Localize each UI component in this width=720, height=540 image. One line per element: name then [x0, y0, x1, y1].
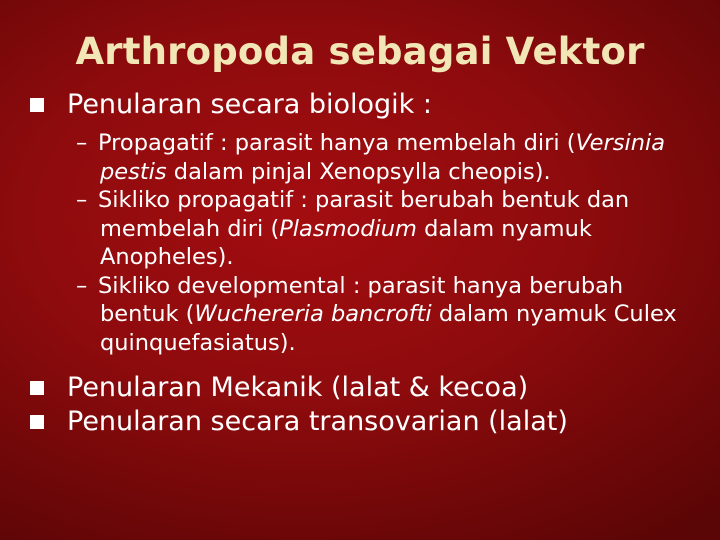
sub-item-text-end: dalam nyamuk Culex quinquefasiatus). — [100, 301, 677, 356]
sub-item-text: Sikliko propagatif : parasit berubah bentuk dan membelah diri ( — [98, 187, 630, 242]
species-name: Plasmodium — [279, 215, 417, 242]
sub-item — [28, 186, 700, 272]
bullet-text: Penularan secara biologik : — [67, 89, 432, 120]
bullet-item — [28, 88, 700, 122]
dash-marker: – — [76, 272, 88, 299]
sub-item — [28, 272, 700, 358]
sub-item-text-end: dalam nyamuk Anopheles). — [100, 215, 592, 270]
sub-item-text: Propagatif : parasit hanya membelah diri ( — [98, 130, 576, 156]
dash-marker: – — [76, 187, 88, 213]
bullet-text: Penularan secara transovarian (lalat) — [67, 406, 568, 437]
bullet-item — [28, 405, 700, 439]
sub-item-text-end: dalam pinjal Xenopsylla cheopis). — [166, 158, 551, 185]
sub-list — [28, 129, 700, 357]
sub-item — [28, 129, 700, 186]
species-name: Wuchereria bancrofti — [194, 301, 432, 327]
square-bullet-icon — [30, 98, 44, 112]
bullet-item — [28, 371, 700, 405]
slide-content — [28, 88, 700, 439]
square-bullet-icon — [30, 415, 44, 429]
dash-marker: – — [76, 130, 88, 156]
sub-item-text: Sikliko developmental : parasit hanya berubah bentuk ( — [98, 272, 624, 327]
bullet-text: Penularan Mekanik (lalat & kecoa) — [67, 372, 529, 403]
slide-title: Arthropoda sebagai Vektor — [75, 30, 645, 73]
species-name: Versinia pestis — [100, 130, 666, 185]
square-bullet-icon — [30, 381, 44, 395]
